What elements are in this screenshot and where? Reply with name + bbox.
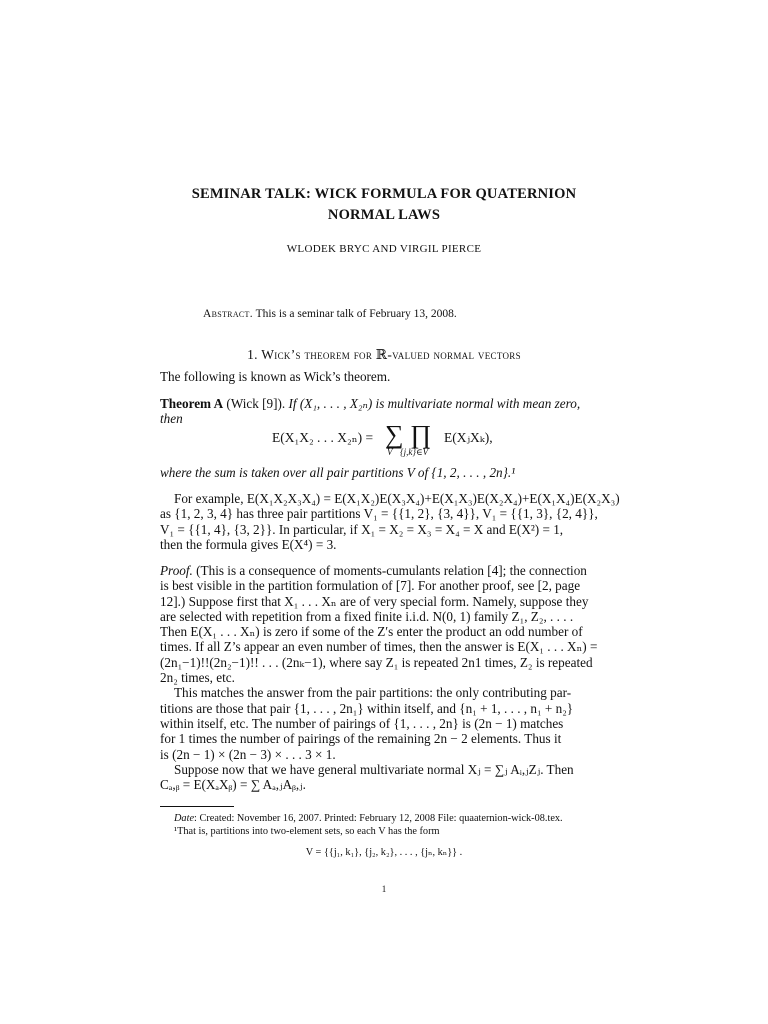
sum-subscript: V	[387, 447, 393, 457]
footnote-rule	[160, 806, 234, 807]
proof-line: 2n₂ times, etc.	[160, 670, 235, 686]
proof-line: times. If all Z’s appear an even number of times, then the answer is E(X₁ . . . Xₙ) =	[160, 639, 598, 655]
proof-line: Then E(X₁ . . . Xₙ) is zero if some of the Z′s enter the product an odd number of	[160, 624, 583, 640]
proof-line: 12].) Suppose first that X₁ . . . Xₙ are of very special form. Namely, suppose they	[160, 593, 589, 609]
general-line: Suppose now that we have general multivariate normal Xⱼ = ∑ⱼ Aᵢ,ⱼZⱼ. Then	[174, 761, 574, 777]
section-heading	[0, 347, 768, 363]
match-line: titions are those that pair {1, . . . , 2n₁} within itself, and {n₁ + 1, . . . , n₁ + n₂}	[160, 700, 574, 716]
footnote-1: ¹That is, partitions into two-element sets, so each V has the form	[174, 826, 440, 837]
title-line-1: SEMINAR TALK: WICK FORMULA FOR QUATERNION	[191, 186, 577, 202]
theorem-cite: (Wick [9]).	[226, 396, 286, 411]
footnote-date-text: : Created: November 16, 2007. Printed: February 12, 2008 File: quaaternion-wick-08.tex.	[194, 813, 563, 824]
intro-paragraph: The following is known as Wick’s theorem.	[160, 369, 391, 384]
general-line: Cₐ,ᵦ = E(XₐXᵦ) = ∑ Aₐ,ⱼAᵦ,ⱼ.	[160, 777, 306, 793]
footnote-date-label: Date	[174, 813, 195, 824]
proof-line: (2n₁−1)!!(2n₂−1)!! . . . (2nₖ−1), where say Z₁ is repeated 2n1 times, Z₂ is repeated	[160, 654, 593, 670]
example-paragraph	[160, 491, 620, 552]
wick-formula-rhs: E(XⱼXₖ),	[444, 430, 493, 445]
proof-line: (This is a consequence of moments-cumulants relation [4]; the connection	[196, 563, 587, 578]
abstract-text: This is a seminar talk of February 13, 2008.	[255, 308, 457, 320]
abstract-label: Abstract.	[203, 308, 253, 320]
match-line: This matches the answer from the pair partitions: the only contributing par-	[174, 685, 572, 701]
section-heading-text: 1. Wick’s theorem for ℝ-valued normal vectors	[247, 347, 521, 362]
example-line: For example, E(X₁X₂X₃X₄) = E(X₁X₂)E(X₃X₄)+E(X₁X₃)E(X₂X₄)+E(X₁X₄)E(X₂X₃)	[174, 491, 620, 506]
title-line-2: NORMAL LAWS	[327, 207, 441, 223]
theorem-label: Theorem A	[160, 396, 224, 411]
abstract	[203, 308, 457, 320]
theorem-statement-cont: then	[160, 411, 183, 427]
example-line: then the formula gives E(X⁴) = 3.	[160, 536, 337, 552]
example-line: V₁ = {{1, 4}, {3, 2}}. In particular, if X₁ = X₂ = X₃ = X₄ = X and E(X²) = 1,	[160, 521, 564, 537]
theorem-conclusion	[160, 465, 608, 480]
proof-line: is best visible in the partition formulation of [7]. For another proof, see [2, page	[160, 578, 581, 594]
wick-formula-lhs: E(X₁X₂ . . . X₂ₙ) =	[272, 430, 374, 445]
proof-label: Proof.	[160, 563, 193, 578]
proof-paragraph	[160, 563, 608, 792]
footnote-1-display: V = {{j₁, k₁}, {j₂, k₂}, . . . , {jₙ, kₙ}} .	[305, 847, 463, 858]
paper-title	[0, 184, 768, 226]
theorem-conclusion-text: where the sum is taken over all pair partitions V of {1, 2, . . . , 2n}.¹	[160, 465, 516, 480]
example-line: as {1, 2, 3, 4} has three pair partitions V₁ = {{1, 2}, {3, 4}}, V₁ = {{1, 3}, {2, 4}},	[160, 506, 598, 522]
page-number: 1	[381, 884, 387, 894]
match-line: for 1 times the number of pairings of the remaining 2n − 2 elements. Thus it	[160, 731, 562, 747]
product-subscript: {j,k}∈V	[400, 447, 429, 457]
authors: WLODEK BRYC AND VIRGIL PIERCE	[286, 243, 482, 255]
product-symbol: ∏	[410, 420, 432, 449]
theorem-block	[160, 396, 608, 427]
proof-line: are selected with repetition from a fixed finite i.i.d. N(0, 1) family Z₁, Z₂, . . . .	[160, 608, 574, 624]
match-line: within itself, etc. The number of pairings of {1, . . . , 2n} is (2n − 1) matches	[160, 715, 564, 731]
sum-symbol: ∑	[385, 420, 404, 449]
match-line: is (2n − 1) × (2n − 3) × . . . 3 × 1.	[160, 746, 336, 762]
theorem-statement: If (X₁, . . . , X₂ₙ) is multivariate normal with mean zero,	[288, 396, 581, 411]
footnotes	[160, 812, 608, 859]
